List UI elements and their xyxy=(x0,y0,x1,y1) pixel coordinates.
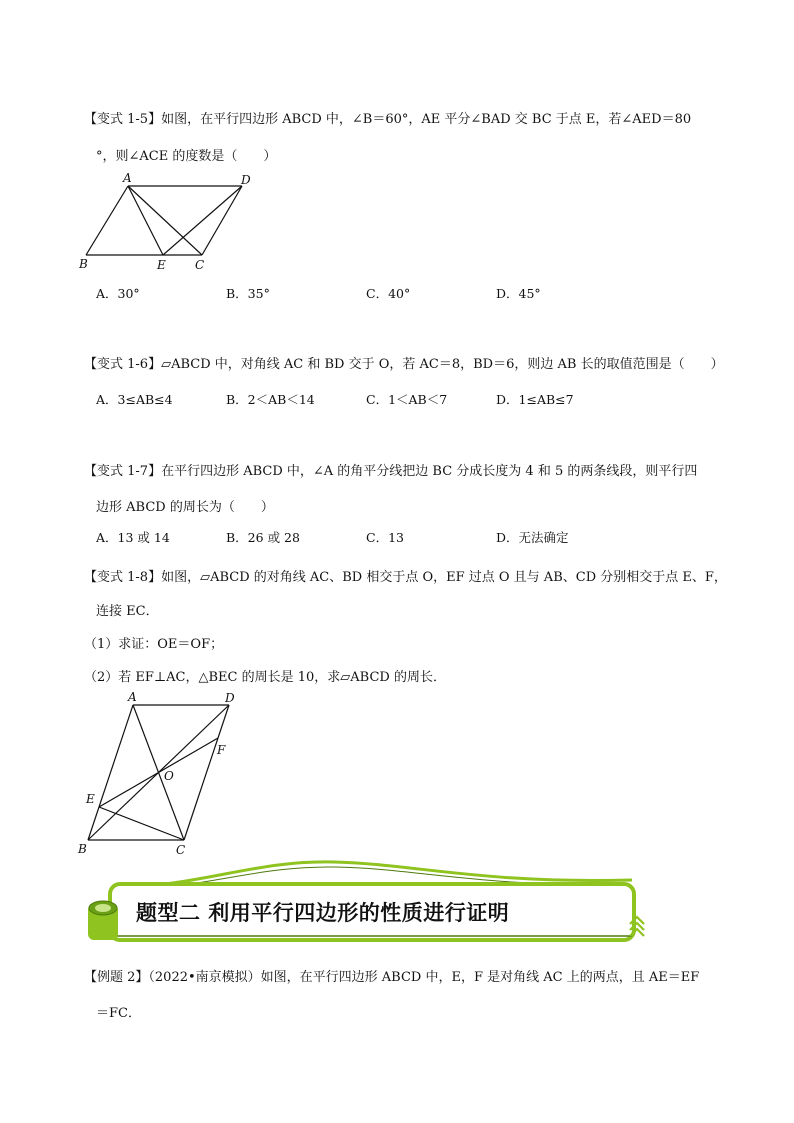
q15-label-d: D xyxy=(241,173,251,187)
q16-choice-a[interactable]: A．3≤AB≤4 xyxy=(96,392,173,407)
q16-choice-d[interactable]: D．1≤AB≤7 xyxy=(496,392,574,407)
q15-choice-b[interactable]: B．35° xyxy=(226,286,270,301)
example2-line1: 【例题 2】（2022•南京模拟）如图，在平行四边形 ABCD 中，E，F 是对角线 AC 上的两点，且 AE＝EF xyxy=(84,970,700,985)
q15-choice-d[interactable]: D．45° xyxy=(496,286,541,301)
q18-label-a: A xyxy=(128,690,137,704)
q15-figure xyxy=(74,170,274,274)
q17-stem-line2: 边形 ABCD 的周长为（ ） xyxy=(96,500,274,515)
example2-line2: ＝FC． xyxy=(96,1006,141,1021)
q15-stem-line1: 【变式 1-5】如图，在平行四边形 ABCD 中，∠B＝60°，AE 平分∠BAD 交 BC 于点 E，若∠AED＝80 xyxy=(84,112,692,127)
q17-choices xyxy=(0,528,794,548)
q17-choice-b[interactable]: B．26 或 28 xyxy=(226,530,300,545)
q16-stem-line1: 【变式 1-6】▱ABCD 中，对角线 AC 和 BD 交于 O，若 AC＝8，BD＝6，则边 AB 长的取值范围是（ ） xyxy=(84,357,724,372)
q16-choice-c[interactable]: C．1＜AB＜7 xyxy=(366,392,448,407)
q15-choices xyxy=(0,284,794,304)
q15-line-ae xyxy=(128,186,163,255)
q15-stem-line2: °，则∠ACE 的度数是（ ） xyxy=(96,149,277,164)
q15-label-e: E xyxy=(157,258,166,272)
q17-choice-d[interactable]: D．无法确定 xyxy=(496,530,569,545)
q18-figure xyxy=(74,688,254,858)
q17-stem-line1: 【变式 1-7】在平行四边形 ABCD 中，∠A 的角平分线把边 BC 分成长度为 4 和 5 的两条线段，则平行四 xyxy=(84,464,698,479)
q18-line-dc xyxy=(184,705,229,840)
q18-label-c: C xyxy=(176,843,186,857)
q17-choice-c[interactable]: C．13 xyxy=(366,530,404,545)
q15-line-ac xyxy=(128,186,202,255)
section-title: 题型二 利用平行四边形的性质进行证明 xyxy=(136,901,510,925)
q15-line-dc xyxy=(202,186,242,255)
q15-line-de xyxy=(163,186,242,255)
q18-label-d: D xyxy=(225,691,235,705)
q18-stem-line1: 【变式 1-8】如图，▱ABCD 的对角线 AC、BD 相交于点 O，EF 过点 O 且与 AB、CD 分别相交于点 E、F， xyxy=(84,570,727,585)
q16-choices xyxy=(0,390,794,410)
q17-choice-a[interactable]: A．13 或 14 xyxy=(96,530,170,545)
q18-label-b: B xyxy=(78,842,87,856)
q15-choice-a[interactable]: A．30° xyxy=(96,286,140,301)
q18-line-ef xyxy=(99,738,218,807)
q18-line-ec xyxy=(99,807,184,840)
q18-part1: （1）求证：OE＝OF； xyxy=(84,637,224,652)
q15-line-ab xyxy=(86,186,128,255)
q18-line-ab xyxy=(88,705,133,840)
q18-part2: （2）若 EF⊥AC，△BEC 的周长是 10，求▱ABCD 的周长． xyxy=(84,670,446,685)
q18-label-o: O xyxy=(164,769,174,783)
q16-choice-b[interactable]: B．2＜AB＜14 xyxy=(226,392,315,407)
q18-label-e: E xyxy=(86,792,95,806)
q15-label-a: A xyxy=(123,171,132,185)
q15-label-b: B xyxy=(79,257,88,271)
q15-label-c: C xyxy=(195,258,205,272)
q15-choice-c[interactable]: C．40° xyxy=(366,286,411,301)
q18-label-f: F xyxy=(217,743,226,757)
q18-stem-line2: 连接 EC． xyxy=(96,604,159,619)
